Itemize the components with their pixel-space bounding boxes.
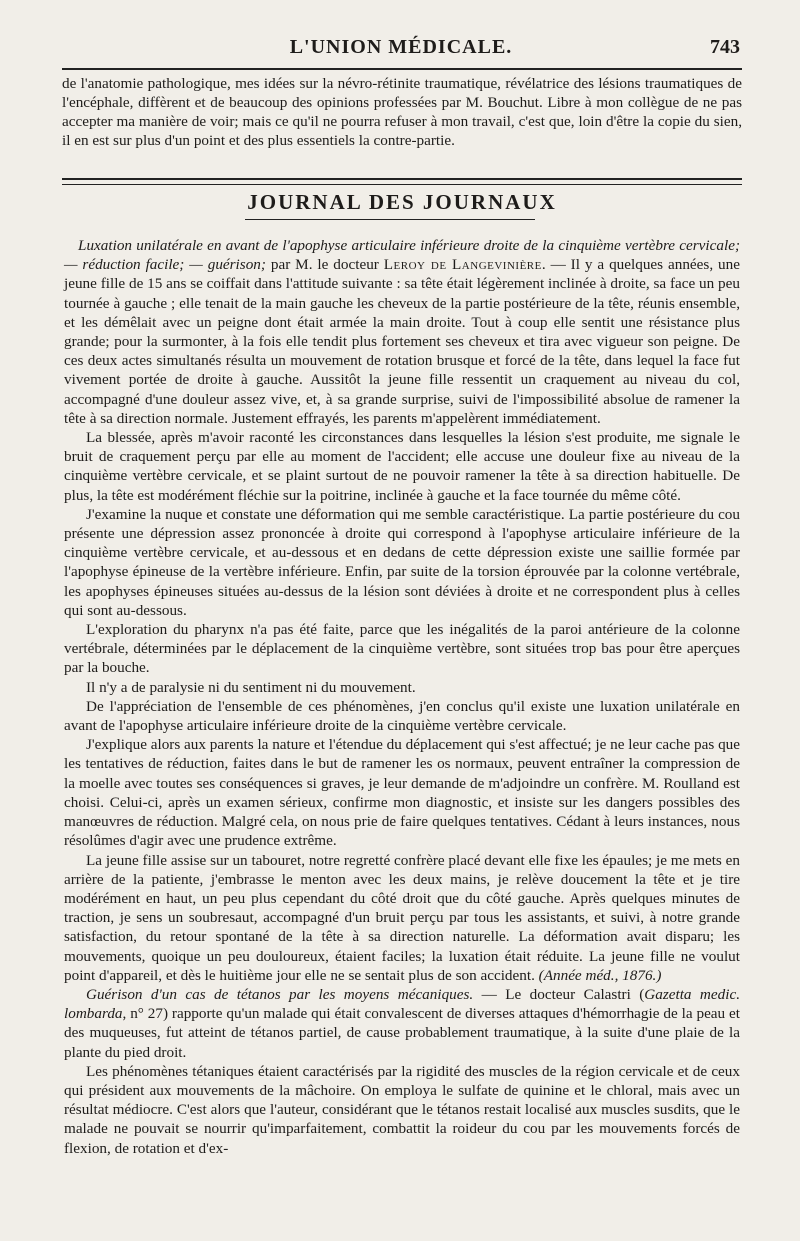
article1-author: Leroy de Langevinière bbox=[383, 256, 542, 274]
intro-paragraph: de l'anatomie pathologique, mes idées sur la névro-rétinite traumatique, révélatrice des lésions traumatiques de l'encéphale, diffèrent et de beaucoup des opinions professées par M. Bouchut. Libre à mon collègue de ne pas accepter ma manière de voir; mais ce qu'il ne pourra refuser à mon travail, c'est que, loin d'être la copie du sien, il en est sur plus d'un point et des plus essentiels la contre-partie. bbox=[62, 75, 742, 149]
article-body bbox=[64, 236, 740, 1158]
article1-paragraph-3: J'examine la nuque et constate une déformation qui me semble caractéristique. La partie postérieure du cou présente une dépression assez prononcée à droite qui correspond à l'apophyse articulaire inférieure de la cinquième vertèbre cervicale, et au-dessous et en dedans de cette dépression existe une saillie formée par l'apophyse épineuse de la vertèbre inférieure. Enfin, par suite de la torsion éprouvée par la colonne vertébrale, les apophyses épineuses situées au-dessus de la lésion sont déviées à droite et ne correspondent plus à celles qui sont au-dessous. bbox=[64, 505, 740, 619]
section-title: JOURNAL DES JOURNAUX bbox=[247, 190, 557, 214]
article1-paragraph-6: De l'appréciation de l'ensemble de ces phénomènes, j'en conclus qu'il existe une luxation unilatérale en avant de l'apophyse articulaire inférieure droite de la cinquième vertèbre cervicale. bbox=[64, 697, 740, 735]
article2-journal: Gazetta medic. lombarda bbox=[64, 985, 740, 1023]
article2-rest: , n° 27) rapporte qu'un malade qui était convalescent de diverses attaques d'hémorrhagie de la peau et des muqueuses, fut atteint de tétanos partiel, de cause probablement traumatique, à la suite d'une plaie de la plante du pied droit. bbox=[64, 1005, 740, 1061]
article2-lead-paragraph bbox=[64, 985, 740, 1062]
running-header bbox=[62, 30, 740, 66]
section-title-underline bbox=[245, 219, 535, 220]
article1-paragraph-7: J'explique alors aux parents la nature et l'étendue du déplacement qui s'est affectué; je ne leur cache pas que les tentatives de réduction, faites dans le but de ramener les os normaux, peuvent entraîner la compression de la moelle avec toutes ses conséquences si graves, je leur demande de m'adjoindre un confrère. M. Roulland est choisi. Celui-ci, après un examen sérieux, confirme mon diagnostic, et insiste sur les dangers possibles des manœuvres de réduction. Malgré cela, on nous prie de faire quelques tentatives. Cédant à leurs instances, nous résolûmes d'agir avec une prudence extrême. bbox=[64, 736, 740, 850]
running-title: L'UNION MÉDICALE. bbox=[289, 36, 513, 58]
page-number: 743 bbox=[710, 36, 740, 58]
article1-paragraph-2: La blessée, après m'avoir raconté les circonstances dans lesquelles la lésion s'est produite, me signale le bruit de craquement perçu par elle au moment de l'accident; elle accuse une douleur fixe au niveau de la cinquième vertèbre cervicale, et se plaint surtout de ne pouvoir ramener la tête à sa direction habituelle. De plus, la tête est modérément fléchie sur la poitrine, inclinée à gauche et la face tournée du même côté. bbox=[64, 429, 740, 504]
article1-paragraph-4: L'exploration du pharynx n'a pas été faite, parce que les inégalités de la paroi antérieure de la colonne vertébrale, déterminées par le déplacement de la cinquième vertèbre, sont situées trop bas pour être aperçues par la bouche. bbox=[64, 621, 740, 677]
article2-paragraph-2: Les phénomènes tétaniques étaient caractérisés par la rigidité des muscles de la région cervicale et de ceux qui président aux mouvements de la mâchoire. On employa le sulfate de quinine et le chloral, mais avec un résultat médiocre. C'est alors que l'auteur, considérant que le tétanos restait localisé aux muscles susdits, que le malade ne pouvait se nourrir qu'imparfaitement, combattit la roideur du cou par les mouvements forcés de flexion, de rotation et d'ex- bbox=[64, 1062, 740, 1157]
article2-intro: — Le docteur Calastri ( bbox=[473, 985, 645, 1003]
article1-source: (Année méd., 1876.) bbox=[538, 966, 662, 984]
article1-paragraph-8 bbox=[64, 851, 740, 985]
section-double-rule bbox=[62, 178, 742, 185]
article2-title: Guérison d'un cas de tétanos par les moyens mécaniques. bbox=[86, 985, 474, 1003]
header-rule bbox=[62, 68, 742, 70]
article1-by: par M. le docteur bbox=[265, 256, 384, 274]
article1-title: Luxation unilatérale en avant de l'apophyse articulaire inférieure droite de la cinquième vertèbre cervicale; — réduction facile; — guérison; bbox=[64, 237, 740, 274]
article1-paragraph-1: . — Il y a quelques années, une jeune fille de 15 ans se coiffait dans l'attitude suivante : sa tête était légèrement inclinée à droite, sa face un peu tournée à gauche ; elle tenait de la main gauche les cheveux de la partie postérieure de la tête, réunis ensemble, et les démêlait avec un peigne dont était armée la main droite. Tout à coup elle sentit une résistance plus grande; pour la surmonter, à la fois elle tendit plus fortement ses cheveux et tira avec vigueur son peigne. De ces deux actes simultanés résulta un mouvement de rotation brusque et forcé de la tête, dans lequel la face fut vivement portée de droite à gauche. Aussitôt la jeune fille ressentit un craquement au niveau du col, accompagné d'une douleur assez vive, et, à sa grande surprise, suivi de l'impossibilité absolue de ramener la tête à sa direction normale. Justement effrayés, les parents m'appelèrent immédiatement. bbox=[64, 256, 740, 427]
article1-paragraph-8-text: La jeune fille assise sur un tabouret, notre regretté confrère placé devant elle fixe les épaules; je me mets en arrière de la patiente, j'embrasse le menton avec les deux mains, je relève doucement la tête et je tire modérément en haut, un peu plus cependant du côté droit que du côté gauche. Après quelques minutes de traction, je sens un soubresaut, accompagné d'un bruit perçu par tous les assistants, et suivi, à notre grande satisfaction, du retour spontané de la tête à sa direction naturelle. La déformation avait disparu; les mouvements, quoique un peu douloureux, étaient faciles; la luxation était réduite. La jeune fille ne voulut point d'appareil, et dès le huitième jour elle ne se sentait plus de son accident. bbox=[64, 851, 740, 984]
article1-lead-paragraph bbox=[64, 236, 740, 428]
article1-paragraph-5: Il n'y a de paralysie ni du sentiment ni du mouvement. bbox=[86, 678, 416, 696]
intro-paragraph-block bbox=[62, 74, 742, 150]
